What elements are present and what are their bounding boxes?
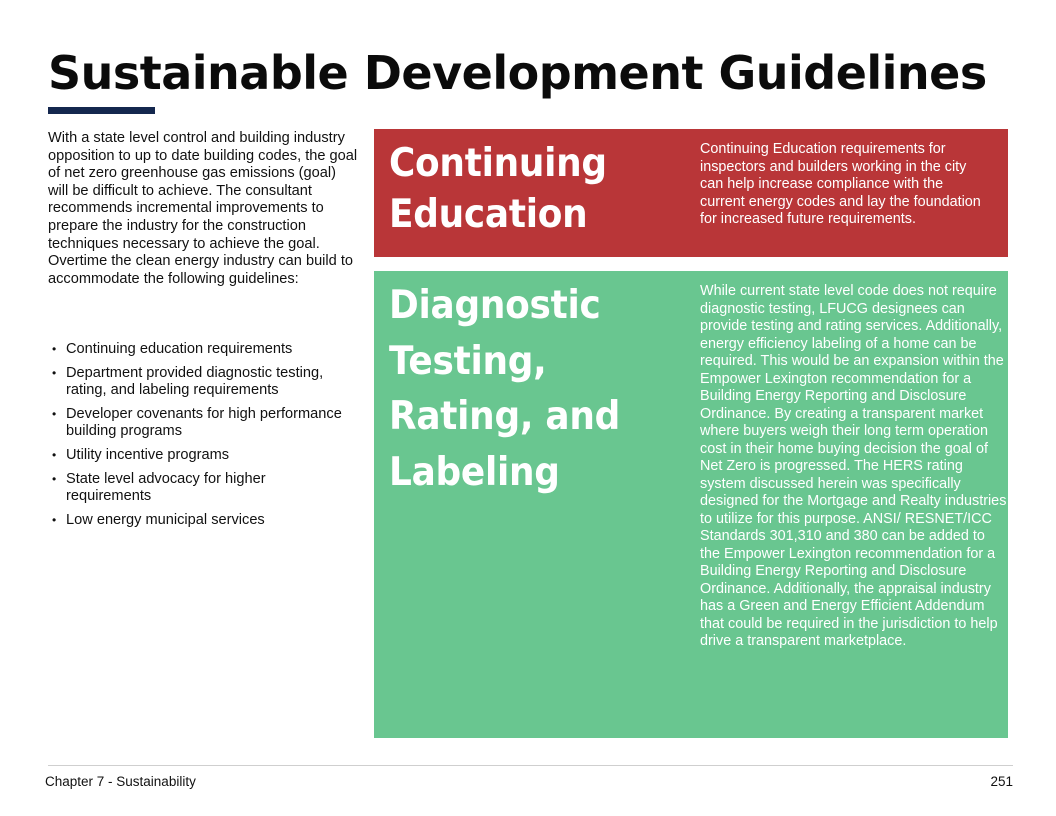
footer-divider bbox=[48, 765, 1013, 766]
list-item: • State level advocacy for higher requirements bbox=[48, 471, 348, 506]
panel-text: While current state level code does not require diagnostic testing, LFUCG designees can provide testing and rating services. Additionally, energy efficiency labeling of a home can be required. This would be an expansion within the Empower Lexington recommendation for a Building Energy Reporting and Disclosure Ordinance. By creating a transparent market where buyers weigh their long term operation cost in their home buying decision the goal of Net Zero is progressed. The HERS rating system discussed herein was specifically designed for the Mortgage and Realty industries to utilize for this purpose. ANSI/ RESNET/ICC Standards 301,310 and 380 can be added to the Empower Lexington recommendation for a Building Energy Reporting and Disclosure Ordinance. Additionally, the appraisal industry has a Green and Energy Efficient Addendum that could be required in the jurisdiction to help drive a transparent marketplace. bbox=[700, 283, 1007, 649]
panel-heading: Diagnostic Testing, Rating, and Labeling bbox=[389, 283, 621, 495]
list-item: • Developer covenants for high performance building programs bbox=[48, 406, 348, 441]
guidelines-list bbox=[48, 341, 348, 535]
list-item: • Utility incentive programs bbox=[48, 447, 348, 465]
panel-heading: Continuing Education bbox=[389, 141, 607, 237]
list-item: • Continuing education requirements bbox=[48, 341, 348, 359]
list-item: • Low energy municipal services bbox=[48, 512, 348, 530]
intro-paragraph: With a state level control and building industry opposition to up to date building codes, the goal of net zero greenhouse gas emissions (goal) will be difficult to achieve. The consultant recommends incremental improvements to prepare the industry for the construction techniques necessary to achieve the goal. Overtime the clean energy industry can build to accommodate the following guidelines: bbox=[48, 130, 358, 287]
continuing-education-panel bbox=[374, 129, 1008, 257]
panel-text: Continuing Education requirements for inspectors and builders working in the city can help increase compliance with the current energy codes and lay the foundation for increased future requirements. bbox=[700, 141, 981, 227]
page-number: 251 bbox=[990, 774, 1013, 789]
page-title: Sustainable Development Guidelines bbox=[48, 46, 987, 100]
title-underline bbox=[48, 107, 155, 114]
diagnostic-testing-panel bbox=[374, 271, 1008, 738]
footer-chapter: Chapter 7 - Sustainability bbox=[45, 774, 196, 789]
list-item: • Department provided diagnostic testing, rating, and labeling requirements bbox=[48, 365, 348, 400]
